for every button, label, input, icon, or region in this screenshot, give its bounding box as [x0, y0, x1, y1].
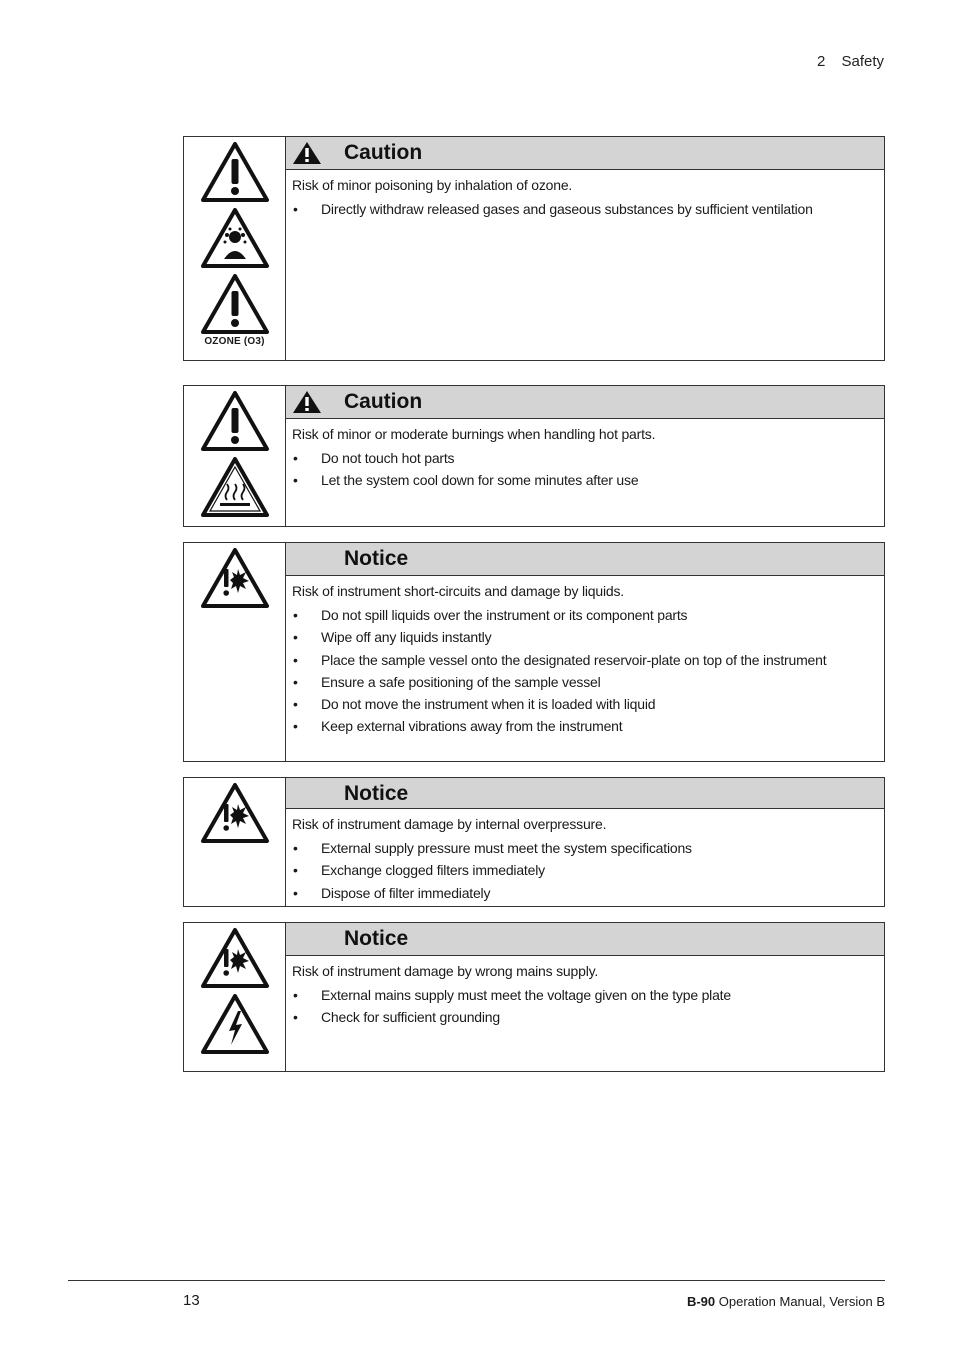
list-item: • External mains supply must meet the voltage given on the type plate	[292, 986, 878, 1008]
box-content	[286, 778, 884, 906]
bullet-list	[292, 449, 878, 494]
notice-box-overpressure	[183, 777, 885, 907]
electrical-hazard-icon	[200, 993, 270, 1055]
notice-box-mains-supply	[183, 922, 885, 1072]
icon-column	[184, 923, 286, 1071]
box-title: Notice	[344, 547, 409, 570]
warning-exclamation-icon	[200, 273, 270, 335]
list-item: • Directly withdraw released gases and gaseous substances by sufficient ventilation	[292, 200, 878, 222]
box-content	[286, 543, 884, 761]
warning-exclamation-icon	[200, 141, 270, 203]
box-intro: Risk of instrument short-circuits and damage by liquids.	[292, 583, 624, 599]
box-intro: Risk of instrument damage by wrong mains supply.	[292, 963, 599, 979]
running-header	[817, 53, 884, 70]
icon-column	[184, 543, 286, 761]
list-item: • Do not touch hot parts	[292, 449, 878, 471]
caution-box-ozone	[183, 136, 885, 361]
icon-column	[184, 778, 286, 906]
box-title-bar	[286, 386, 884, 419]
section-number: 2	[816, 53, 826, 70]
box-title: Notice	[344, 927, 409, 950]
product-name: B-90	[686, 1294, 716, 1309]
bullet-list	[292, 606, 878, 740]
icon-column	[184, 137, 286, 360]
list-item: • Place the sample vessel onto the designated reservoir-plate on top of the instrument	[292, 651, 878, 673]
list-item: • Dispose of filter immediately	[292, 884, 878, 906]
doc-title: Operation Manual, Version B	[718, 1294, 885, 1309]
instrument-damage-icon	[200, 927, 270, 989]
hot-surface-icon	[200, 456, 270, 518]
box-content	[286, 386, 884, 526]
list-item: • Exchange clogged filters immediately	[292, 861, 878, 883]
bullet-list	[292, 200, 878, 222]
section-title: Safety	[841, 53, 884, 70]
box-title-bar	[286, 137, 884, 170]
box-intro: Risk of minor poisoning by inhalation of ozone.	[292, 177, 573, 193]
list-item: • Let the system cool down for some minutes after use	[292, 471, 878, 493]
list-item: • Do not move the instrument when it is loaded with liquid	[292, 695, 878, 717]
page-number: 13	[183, 1292, 200, 1309]
warning-exclamation-icon	[200, 390, 270, 452]
bullet-list	[292, 986, 878, 1031]
list-item: • Keep external vibrations away from the instrument	[292, 717, 878, 739]
bullet-list	[292, 839, 878, 906]
caution-triangle-icon	[292, 141, 322, 165]
box-title: Caution	[344, 390, 423, 413]
footer-divider	[68, 1280, 885, 1281]
document-title	[687, 1294, 885, 1309]
instrument-damage-icon	[200, 782, 270, 844]
list-item: • External supply pressure must meet the system specifications	[292, 839, 878, 861]
toxic-gas-icon	[200, 207, 270, 269]
box-title-bar	[286, 923, 884, 956]
box-title-bar	[286, 543, 884, 576]
notice-box-liquids	[183, 542, 885, 762]
box-intro: Risk of minor or moderate burnings when handling hot parts.	[292, 426, 656, 442]
box-title-bar	[286, 778, 884, 809]
list-item: • Do not spill liquids over the instrument or its component parts	[292, 606, 878, 628]
ozone-label: OZONE (O3)	[204, 336, 265, 347]
box-content	[286, 137, 884, 360]
box-title: Notice	[344, 782, 409, 805]
list-item: • Ensure a safe positioning of the sample vessel	[292, 673, 878, 695]
box-title: Caution	[344, 141, 423, 164]
list-item: • Wipe off any liquids instantly	[292, 628, 878, 650]
icon-column	[184, 386, 286, 526]
instrument-damage-icon	[200, 547, 270, 609]
caution-triangle-icon	[292, 390, 322, 414]
list-item: • Check for sufficient grounding	[292, 1008, 878, 1030]
box-content	[286, 923, 884, 1071]
box-intro: Risk of instrument damage by internal overpressure.	[292, 816, 607, 833]
caution-box-hot-parts	[183, 385, 885, 527]
